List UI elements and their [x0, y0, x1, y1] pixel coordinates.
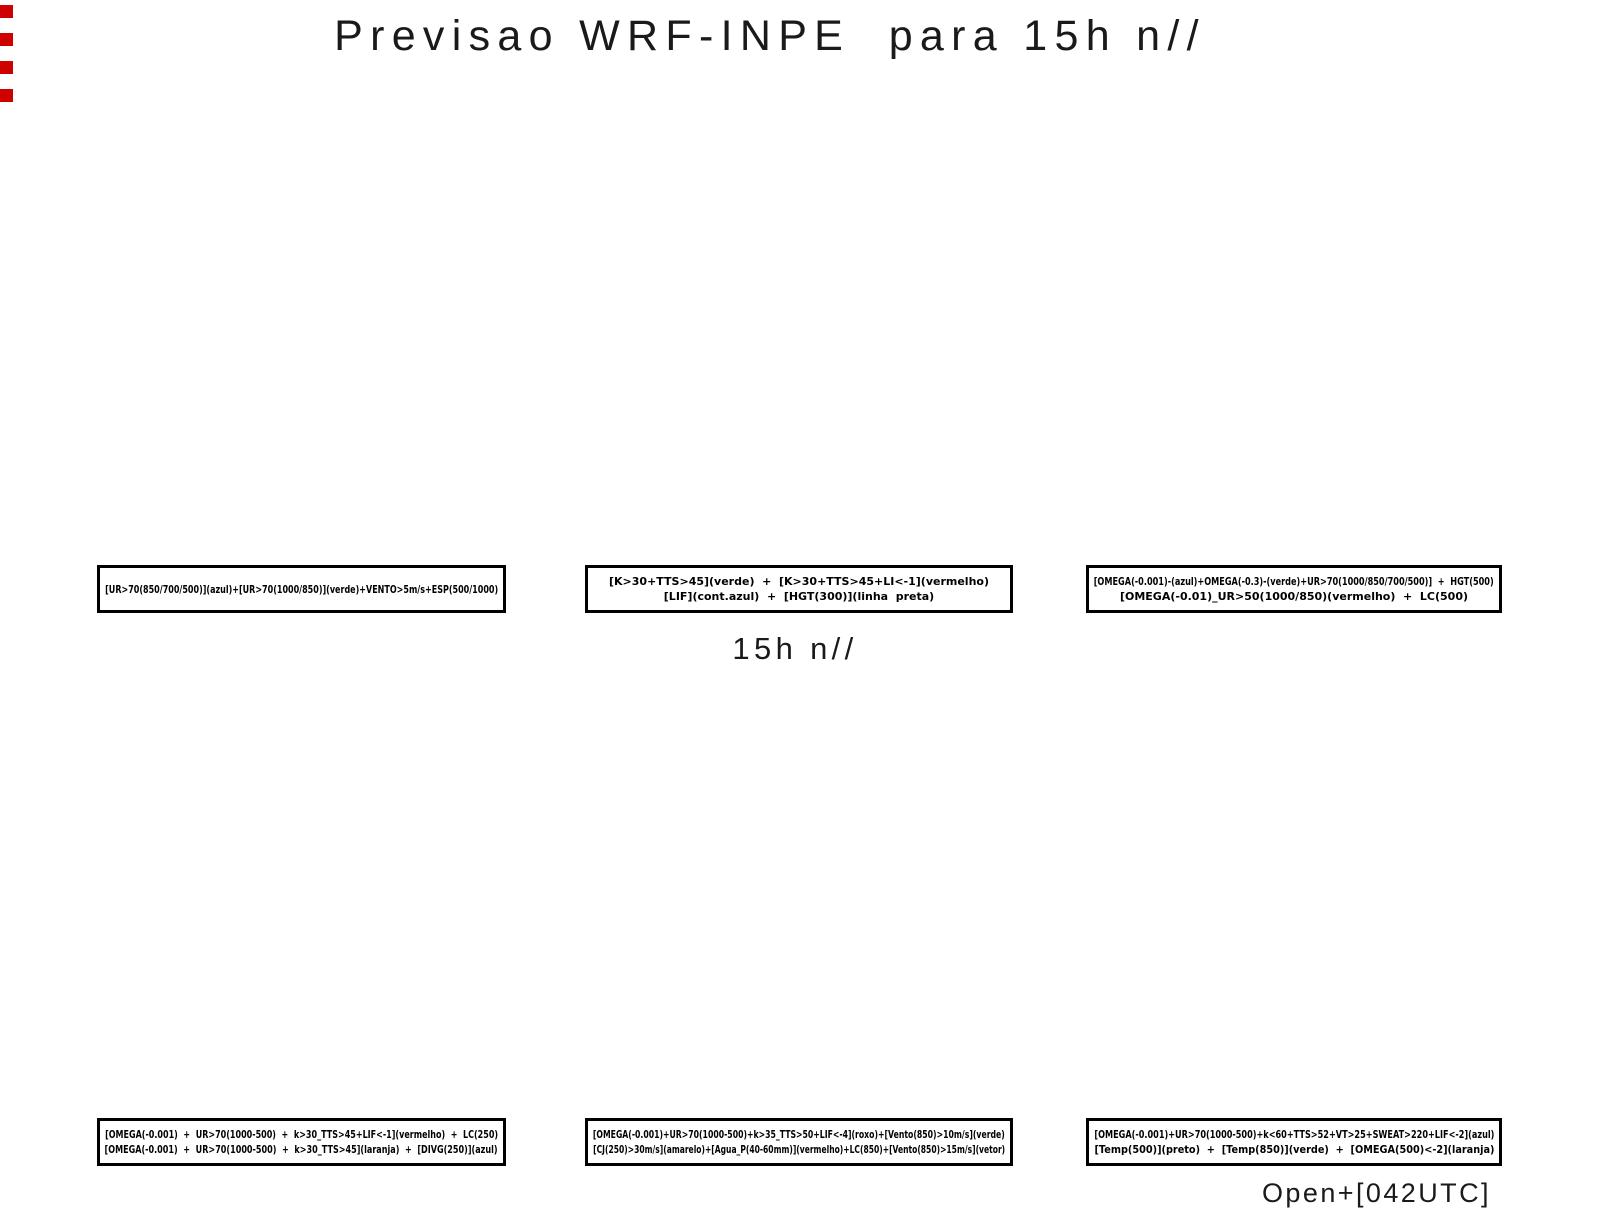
footer-status-label: Open+[042UTC] [1262, 1178, 1491, 1208]
legend-text: [OMEGA(-0.001) + UR>70(1000-500) + k>30_TTS>45](laranja) + [DIVG(250)](azul) [105, 1143, 499, 1156]
legend-text: [OMEGA(-0.01)_UR>50(1000/850)(vermelho) + LC(500) [1119, 590, 1469, 603]
legend-text: [CJ(250)>30m/s](amarelo)+[Agua_P(40-60mm)](vermelho)+LC(850)+[Vento(850)>15m/s](vetor) [593, 1143, 1006, 1156]
legend-box-bottom-right [1086, 1118, 1502, 1166]
legend-box-bottom-center [585, 1118, 1013, 1166]
red-edge-marker [0, 61, 13, 74]
legend-box-top-left [97, 565, 506, 613]
legend-text: [UR>70(850/700/500)](azul)+[UR>70(1000/850)](verde)+VENTO>5m/s+ESP(500/1000) [105, 582, 499, 596]
legend-text: [K>30+TTS>45](verde) + [K>30+TTS>45+LI<-1](vermelho) [609, 575, 989, 588]
legend-box-bottom-left [97, 1118, 506, 1166]
legend-text: [Temp(500)](preto) + [Temp(850)](verde) + [OMEGA(500)<-2](laranja) [1094, 1143, 1495, 1156]
center-time-label: 15h n// [732, 631, 858, 666]
red-edge-marker [0, 5, 13, 18]
legend-box-top-right [1086, 565, 1502, 613]
legend-text: [OMEGA(-0.001)+UR>70(1000-500)+k>35_TTS>50+LIF<-4](roxo)+[Vento(850)>10m/s](verde) [593, 1128, 1005, 1141]
legend-box-top-center [585, 565, 1013, 613]
red-edge-marker [0, 89, 13, 102]
legend-text: [LIF](cont.azul) + [HGT(300)](linha preta) [663, 590, 935, 603]
red-edge-marker [0, 33, 13, 46]
legend-text: [OMEGA(-0.001)+UR>70(1000-500)+k<60+TTS>52+VT>25+SWEAT>220+LIF<-2](azul) [1094, 1128, 1494, 1141]
page-title: Previsao WRF-INPE para 15h n// [334, 12, 1206, 60]
legend-text: [OMEGA(-0.001)-(azul)+OMEGA(-0.3)-(verde)+UR>70(1000/850/700/500)] + HGT(500) [1094, 575, 1494, 588]
legend-text: [OMEGA(-0.001) + UR>70(1000-500) + k>30_TTS>45+LIF<-1](vermelho) + LC(250) [105, 1128, 498, 1141]
